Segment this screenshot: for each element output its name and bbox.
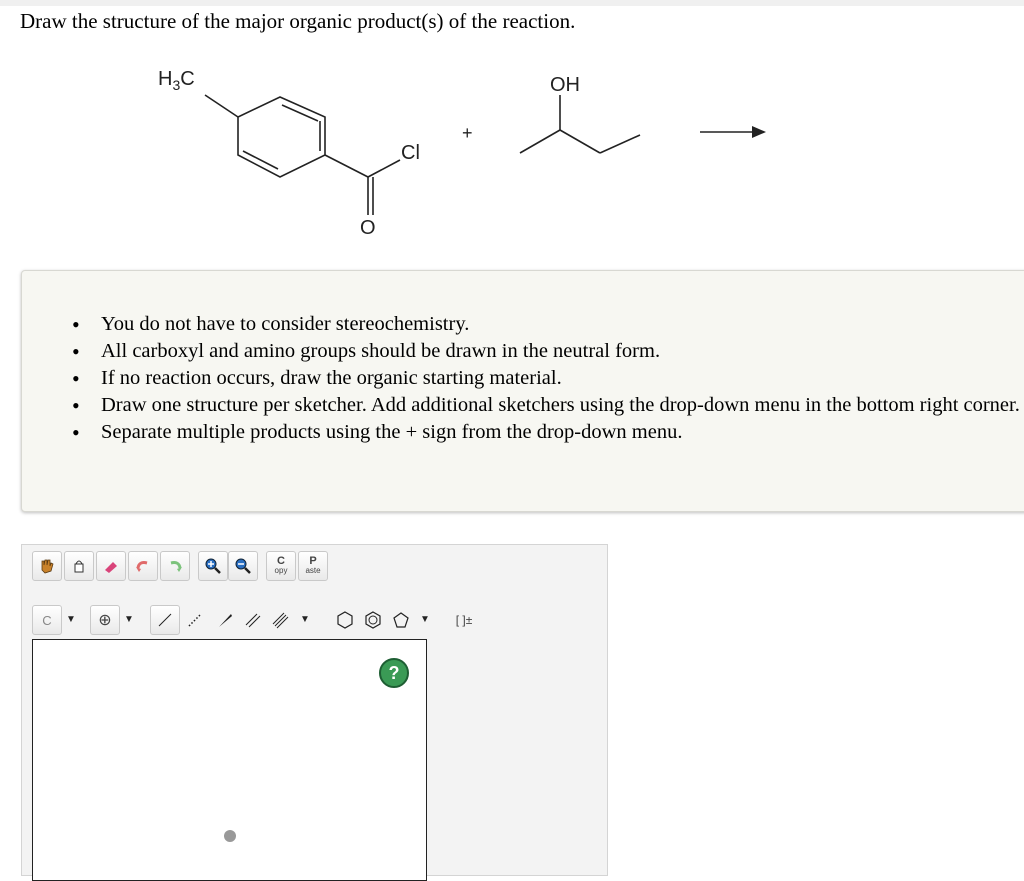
- redo-icon[interactable]: [160, 551, 190, 581]
- top-band: [0, 0, 1024, 6]
- drawing-canvas[interactable]: [32, 639, 427, 881]
- chemical-sketcher: [21, 544, 608, 876]
- chloro-label: Cl: [401, 142, 420, 164]
- triple-bond-icon[interactable]: [266, 605, 296, 635]
- cyclopentane-icon[interactable]: [386, 605, 416, 635]
- zoom-in-icon[interactable]: [198, 551, 228, 581]
- charge-tool[interactable]: ⊕: [90, 605, 120, 635]
- hashed-bond-icon[interactable]: [180, 605, 210, 635]
- reaction-drawing: [0, 55, 1024, 255]
- instructions-list: [72, 311, 1024, 446]
- benzene-icon[interactable]: [358, 605, 388, 635]
- instruction-item: • Draw one structure per sketcher. Add additional sketchers using the drop-down menu in the bottom right corner.: [72, 393, 1020, 418]
- plus-sign: +: [462, 123, 473, 143]
- instruction-item: • You do not have to consider stereochemistry.: [72, 312, 470, 337]
- canvas-cursor-dot: [224, 830, 236, 842]
- ring-dropdown-icon[interactable]: ▼: [420, 613, 430, 625]
- help-button[interactable]: ?: [379, 658, 409, 688]
- eraser-tool-icon[interactable]: [96, 551, 126, 581]
- single-bond-icon[interactable]: [150, 605, 180, 635]
- bullet: •: [72, 393, 80, 418]
- hand-tool-icon[interactable]: [32, 551, 62, 581]
- methyl-label: $H_3C$: [158, 68, 195, 93]
- element-dropdown-icon[interactable]: ▼: [66, 613, 76, 625]
- instruction-item: • If no reaction occurs, draw the organic starting material.: [72, 366, 562, 391]
- lasso-tool-icon[interactable]: [64, 551, 94, 581]
- instruction-item: • All carboxyl and amino groups should be drawn in the neutral form.: [72, 339, 661, 364]
- benzene-ring: [205, 95, 752, 215]
- zoom-out-icon[interactable]: [228, 551, 258, 581]
- instruction-item: • Separate multiple products using the + sign from the drop-down menu.: [72, 420, 683, 445]
- bullet: •: [72, 366, 80, 391]
- toolbar-row-bottom: [32, 605, 592, 639]
- question-text: Draw the structure of the major organic product(s) of the reaction.: [20, 9, 576, 33]
- reaction-arrow-head: [752, 126, 766, 138]
- instructions-panel: [21, 270, 1024, 512]
- oxygen-label: O: [360, 217, 376, 239]
- bullet: •: [72, 420, 80, 445]
- undo-icon[interactable]: [128, 551, 158, 581]
- element-selector[interactable]: C: [32, 605, 62, 635]
- double-bond-icon[interactable]: [238, 605, 268, 635]
- hydroxyl-label: OH: [550, 74, 580, 96]
- copy-button[interactable]: C opy: [266, 551, 296, 581]
- reaction-scheme: [0, 55, 1024, 255]
- toolbar-row-top: [32, 551, 592, 585]
- bullet: •: [72, 312, 80, 337]
- bullet: •: [72, 339, 80, 364]
- bond-dropdown-icon[interactable]: ▼: [300, 613, 310, 625]
- wedge-bond-icon[interactable]: [210, 605, 240, 635]
- paste-button[interactable]: P aste: [298, 551, 328, 581]
- bracket-tool[interactable]: [ ]±: [455, 613, 473, 627]
- charge-dropdown-icon[interactable]: ▼: [124, 613, 134, 625]
- cyclohexane-icon[interactable]: [330, 605, 360, 635]
